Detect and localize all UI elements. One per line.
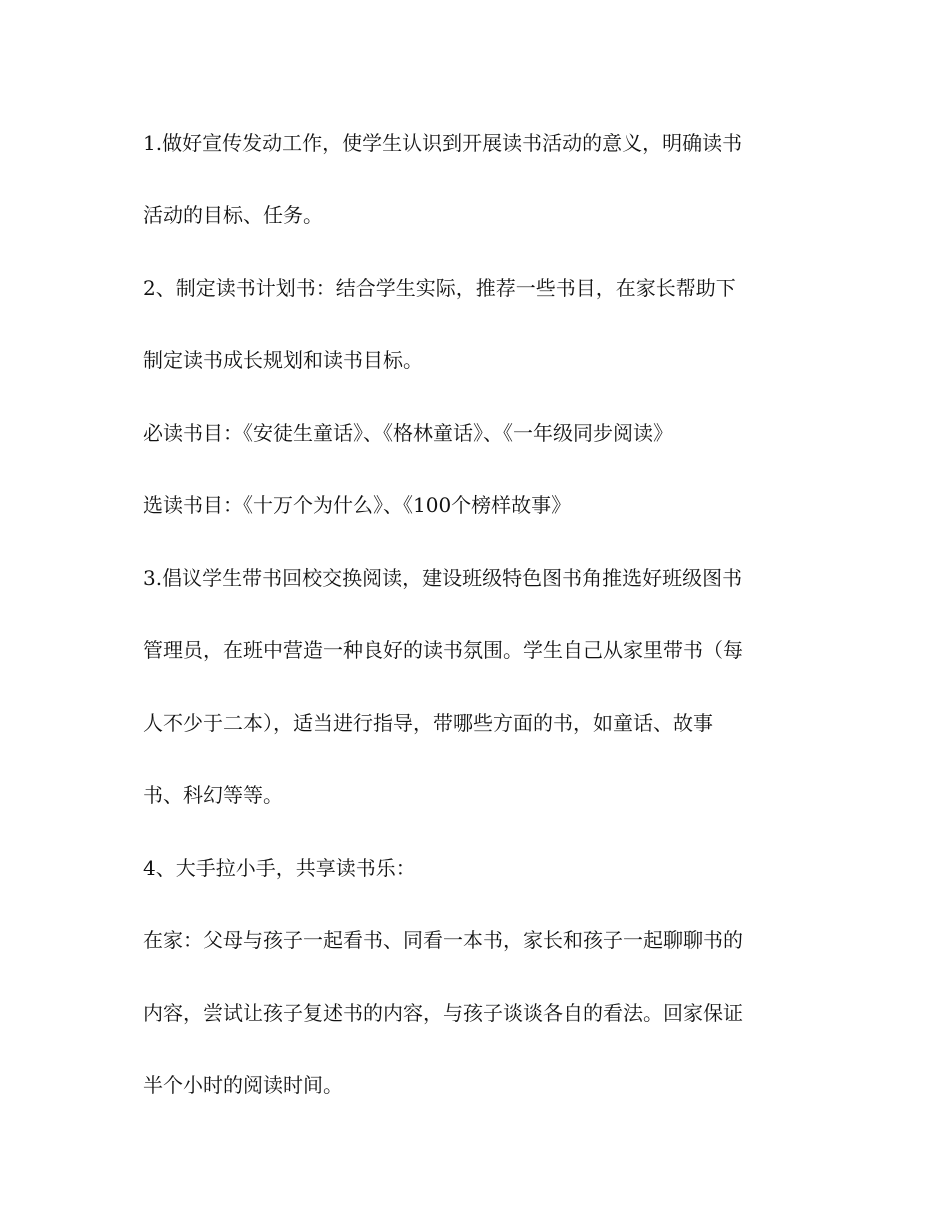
text-line: 制定读书成长规划和读书目标。 (143, 348, 423, 372)
text-line: 内容，尝试让孩子复述书的内容，与孩子谈谈各自的看法。回家保证 (143, 1001, 743, 1025)
text-line: 活动的目标、任务。 (143, 203, 323, 227)
text-line: 在家：父母与孩子一起看书、同看一本书，家长和孩子一起聊聊书的 (143, 928, 743, 952)
text-line: 书、科幻等等。 (143, 783, 283, 807)
text-line: 半个小时的阅读时间。 (143, 1073, 343, 1097)
text-line: 2、制定读书计划书：结合学生实际，推荐一些书目，在家长帮助下 (143, 276, 736, 300)
text-line: 人不少于二本），适当进行指导，带哪些方面的书，如童话、故事 (143, 711, 713, 735)
text-line: 4、大手拉小手，共享读书乐： (143, 856, 416, 880)
text-line: 3.倡议学生带书回校交换阅读，建设班级特色图书角推选好班级图书 (143, 566, 743, 590)
text-line: 管理员，在班中营造一种良好的读书氛围。学生自己从家里带书（每 (143, 638, 743, 662)
text-line: 选读书目：《十万个为什么》、《100个榜样故事》 (143, 493, 572, 517)
text-line: 1.做好宣传发动工作，使学生认识到开展读书活动的意义，明确读书 (143, 131, 743, 155)
text-line: 必读书目：《安徒生童话》、《格林童话》、《一年级同步阅读》 (143, 421, 673, 445)
